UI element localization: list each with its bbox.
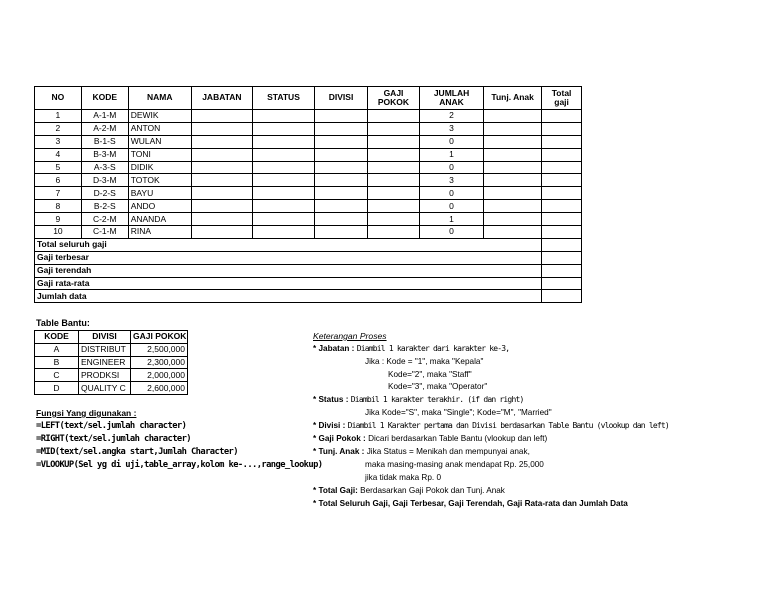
cell-tunj-anak xyxy=(484,200,542,213)
cell-jabatan xyxy=(191,226,252,239)
cell-jabatan xyxy=(191,174,252,187)
cell-total-gaji xyxy=(542,161,582,174)
bantu-cell-divisi: DISTRIBUT xyxy=(79,343,131,356)
fungsi-vlookup: =VLOOKUP(Sel yg di uji,table_array,kolom ke-...,range_lookup) xyxy=(36,460,323,470)
cell-gaji-pokok xyxy=(368,161,420,174)
cell-no: 6 xyxy=(35,174,82,187)
cell-no: 5 xyxy=(35,161,82,174)
jabatan-label: * Jabatan : xyxy=(313,344,355,353)
cell-total-gaji xyxy=(542,200,582,213)
jabatan-desc: Diambil 1 karakter dari karakter ke-3, xyxy=(356,344,510,353)
cell-jumlah-anak: 0 xyxy=(419,161,483,174)
cell-nama: DEWIK xyxy=(128,110,191,123)
cell-no: 7 xyxy=(35,187,82,200)
cell-nama: ANTON xyxy=(128,122,191,135)
summary-label: Gaji rata-rata xyxy=(35,277,542,290)
cell-status xyxy=(252,110,314,123)
cell-kode: B-2-S xyxy=(81,200,128,213)
header-nama: NAMA xyxy=(128,87,191,110)
cell-gaji-pokok xyxy=(368,174,420,187)
cell-nama: WULAN xyxy=(128,135,191,148)
bantu-header-divisi: DIVISI xyxy=(79,331,131,344)
summary-value xyxy=(542,290,582,303)
cell-nama: DIDIK xyxy=(128,161,191,174)
cell-kode: A-3-S xyxy=(81,161,128,174)
cell-tunj-anak xyxy=(484,213,542,226)
cell-nama: ANANDA xyxy=(128,213,191,226)
cell-no: 8 xyxy=(35,200,82,213)
cell-total-gaji xyxy=(542,122,582,135)
cell-no: 3 xyxy=(35,135,82,148)
tunj-anak-line-1: maka masing-masing anak mendapat Rp. 25,000 xyxy=(365,460,544,469)
cell-nama: BAYU xyxy=(128,187,191,200)
summary-label: Total seluruh gaji xyxy=(35,238,542,251)
table-bantu xyxy=(34,330,188,395)
bantu-header-kode: KODE xyxy=(35,331,79,344)
cell-total-gaji xyxy=(542,110,582,123)
header-tunj-anak: Tunj. Anak xyxy=(484,87,542,110)
table-row xyxy=(35,174,582,187)
cell-jumlah-anak: 1 xyxy=(419,148,483,161)
cell-no: 1 xyxy=(35,110,82,123)
cell-jumlah-anak: 2 xyxy=(419,110,483,123)
cell-jumlah-anak: 3 xyxy=(419,122,483,135)
cell-nama: TOTOK xyxy=(128,174,191,187)
cell-no: 4 xyxy=(35,148,82,161)
cell-jumlah-anak: 3 xyxy=(419,174,483,187)
summary-value xyxy=(542,277,582,290)
fungsi-right: =RIGHT(text/sel.jumlah character) xyxy=(36,434,191,444)
cell-nama: RINA xyxy=(128,226,191,239)
cell-divisi xyxy=(315,148,368,161)
cell-kode: C-2-M xyxy=(81,213,128,226)
bantu-cell-kode: C xyxy=(35,369,79,382)
cell-tunj-anak xyxy=(484,135,542,148)
summary-value xyxy=(542,264,582,277)
cell-divisi xyxy=(315,226,368,239)
bantu-row xyxy=(35,356,188,369)
cell-tunj-anak xyxy=(484,174,542,187)
bantu-row xyxy=(35,369,188,382)
cell-divisi xyxy=(315,213,368,226)
cell-jabatan xyxy=(191,148,252,161)
employee-table xyxy=(34,86,582,303)
summary-row xyxy=(35,251,582,264)
jabatan-line-2: Kode="2", maka "Staff" xyxy=(388,370,472,379)
bantu-cell-kode: A xyxy=(35,343,79,356)
keterangan-tunj-anak xyxy=(313,447,530,456)
header-no: NO xyxy=(35,87,82,110)
summary-value xyxy=(542,238,582,251)
cell-tunj-anak xyxy=(484,122,542,135)
keterangan-jabatan xyxy=(313,344,509,353)
gaji-pokok-desc: Dicari berdasarkan Table Bantu (vlookup dan left) xyxy=(368,434,548,443)
table-row xyxy=(35,148,582,161)
cell-no: 9 xyxy=(35,213,82,226)
cell-status xyxy=(252,161,314,174)
bantu-row xyxy=(35,343,188,356)
cell-divisi xyxy=(315,187,368,200)
bantu-cell-divisi: ENGINEER xyxy=(79,356,131,369)
summary-row xyxy=(35,264,582,277)
cell-tunj-anak xyxy=(484,161,542,174)
header-jabatan: JABATAN xyxy=(191,87,252,110)
tunj-anak-label: * Tunj. Anak : xyxy=(313,447,365,456)
keterangan-divisi xyxy=(313,421,669,430)
total-gaji-desc: Berdasarkan Gaji Pokok dan Tunj. Anak xyxy=(360,486,505,495)
cell-kode: A-1-M xyxy=(81,110,128,123)
cell-jabatan xyxy=(191,135,252,148)
cell-jabatan xyxy=(191,213,252,226)
header-kode: KODE xyxy=(81,87,128,110)
bantu-cell-kode: B xyxy=(35,356,79,369)
table-row xyxy=(35,110,582,123)
cell-gaji-pokok xyxy=(368,226,420,239)
cell-jumlah-anak: 0 xyxy=(419,226,483,239)
status-label: * Status : xyxy=(313,395,349,404)
header-gaji-pokok: GAJI POKOK xyxy=(368,87,420,110)
cell-tunj-anak xyxy=(484,226,542,239)
status-desc: Diambil 1 karakter terakhir. (if dan right) xyxy=(350,395,524,404)
cell-tunj-anak xyxy=(484,110,542,123)
table-row xyxy=(35,226,582,239)
cell-gaji-pokok xyxy=(368,187,420,200)
table-header-row xyxy=(35,87,582,110)
cell-status xyxy=(252,122,314,135)
bantu-cell-gaji: 2,000,000 xyxy=(131,369,188,382)
cell-no: 2 xyxy=(35,122,82,135)
cell-status xyxy=(252,174,314,187)
header-divisi: DIVISI xyxy=(315,87,368,110)
cell-kode: C-1-M xyxy=(81,226,128,239)
jabatan-line-1: Jika : Kode = "1", maka "Kepala" xyxy=(365,357,484,366)
fungsi-title: Fungsi Yang digunakan : xyxy=(36,408,137,418)
cell-jabatan xyxy=(191,122,252,135)
summary-label: Gaji terbesar xyxy=(35,251,542,264)
keterangan-status xyxy=(313,395,524,404)
table-bantu-title: Table Bantu: xyxy=(36,318,90,328)
summary-row xyxy=(35,290,582,303)
summary-label: Jumlah data xyxy=(35,290,542,303)
summary-value xyxy=(542,251,582,264)
cell-jabatan xyxy=(191,161,252,174)
cell-jabatan xyxy=(191,187,252,200)
fungsi-mid: =MID(text/sel.angka start,Jumlah Character) xyxy=(36,447,238,457)
fungsi-left: =LEFT(text/sel.jumlah character) xyxy=(36,421,187,431)
cell-kode: D-3-M xyxy=(81,174,128,187)
divisi-desc: Diambil 1 Karakter pertama dan Divisi berdasarkan Table Bantu (vlookup dan left) xyxy=(347,421,669,430)
table-row xyxy=(35,200,582,213)
bantu-cell-gaji: 2,500,000 xyxy=(131,343,188,356)
bantu-row xyxy=(35,382,188,395)
cell-total-gaji xyxy=(542,148,582,161)
cell-status xyxy=(252,148,314,161)
cell-total-gaji xyxy=(542,174,582,187)
cell-jumlah-anak: 0 xyxy=(419,200,483,213)
divisi-label: * Divisi : xyxy=(313,421,346,430)
keterangan-seluruh: * Total Seluruh Gaji, Gaji Terbesar, Gaji Terendah, Gaji Rata-rata dan Jumlah Data xyxy=(313,499,628,508)
table-row xyxy=(35,213,582,226)
cell-gaji-pokok xyxy=(368,200,420,213)
cell-nama: TONI xyxy=(128,148,191,161)
cell-status xyxy=(252,226,314,239)
cell-total-gaji xyxy=(542,226,582,239)
cell-jumlah-anak: 1 xyxy=(419,213,483,226)
cell-total-gaji xyxy=(542,213,582,226)
cell-divisi xyxy=(315,110,368,123)
table-row xyxy=(35,122,582,135)
table-row xyxy=(35,187,582,200)
cell-total-gaji xyxy=(542,187,582,200)
keterangan-title: Keterangan Proses xyxy=(313,331,387,341)
cell-jumlah-anak: 0 xyxy=(419,135,483,148)
cell-divisi xyxy=(315,200,368,213)
cell-total-gaji xyxy=(542,135,582,148)
gaji-pokok-label: * Gaji Pokok : xyxy=(313,434,366,443)
cell-kode: B-1-S xyxy=(81,135,128,148)
header-status: STATUS xyxy=(252,87,314,110)
cell-tunj-anak xyxy=(484,148,542,161)
total-gaji-label: * Total Gaji: xyxy=(313,486,358,495)
cell-status xyxy=(252,213,314,226)
bantu-cell-gaji: 2,600,000 xyxy=(131,382,188,395)
cell-jabatan xyxy=(191,200,252,213)
keterangan-gaji-pokok xyxy=(313,434,547,443)
tunj-anak-line-2: jika tidak maka Rp. 0 xyxy=(365,473,441,482)
header-jumlah-anak: JUMLAH ANAK xyxy=(419,87,483,110)
bantu-cell-kode: D xyxy=(35,382,79,395)
cell-gaji-pokok xyxy=(368,213,420,226)
cell-divisi xyxy=(315,135,368,148)
summary-label: Gaji terendah xyxy=(35,264,542,277)
cell-tunj-anak xyxy=(484,187,542,200)
summary-row xyxy=(35,238,582,251)
cell-divisi xyxy=(315,161,368,174)
cell-status xyxy=(252,135,314,148)
cell-status xyxy=(252,187,314,200)
cell-divisi xyxy=(315,174,368,187)
summary-row xyxy=(35,277,582,290)
cell-gaji-pokok xyxy=(368,122,420,135)
cell-status xyxy=(252,200,314,213)
cell-gaji-pokok xyxy=(368,110,420,123)
cell-gaji-pokok xyxy=(368,135,420,148)
bantu-cell-divisi: QUALITY C xyxy=(79,382,131,395)
status-line-1: Jika Kode="S", maka "Single"; Kode="M", "Married" xyxy=(365,408,552,417)
bantu-cell-divisi: PRODKSI xyxy=(79,369,131,382)
cell-nama: ANDO xyxy=(128,200,191,213)
cell-no: 10 xyxy=(35,226,82,239)
table-row xyxy=(35,135,582,148)
bantu-cell-gaji: 2,300,000 xyxy=(131,356,188,369)
cell-divisi xyxy=(315,122,368,135)
keterangan-total-gaji xyxy=(313,486,505,495)
bantu-header-row xyxy=(35,331,188,344)
bantu-header-gaji: GAJI POKOK xyxy=(131,331,188,344)
cell-kode: B-3-M xyxy=(81,148,128,161)
cell-gaji-pokok xyxy=(368,148,420,161)
jabatan-line-3: Kode="3", maka "Operator" xyxy=(388,382,488,391)
cell-jumlah-anak: 0 xyxy=(419,187,483,200)
table-row xyxy=(35,161,582,174)
cell-jabatan xyxy=(191,110,252,123)
cell-kode: D-2-S xyxy=(81,187,128,200)
tunj-anak-desc: Jika Status = Menikah dan mempunyai anak, xyxy=(366,447,530,456)
cell-kode: A-2-M xyxy=(81,122,128,135)
header-total-gaji: Total gaji xyxy=(542,87,582,110)
